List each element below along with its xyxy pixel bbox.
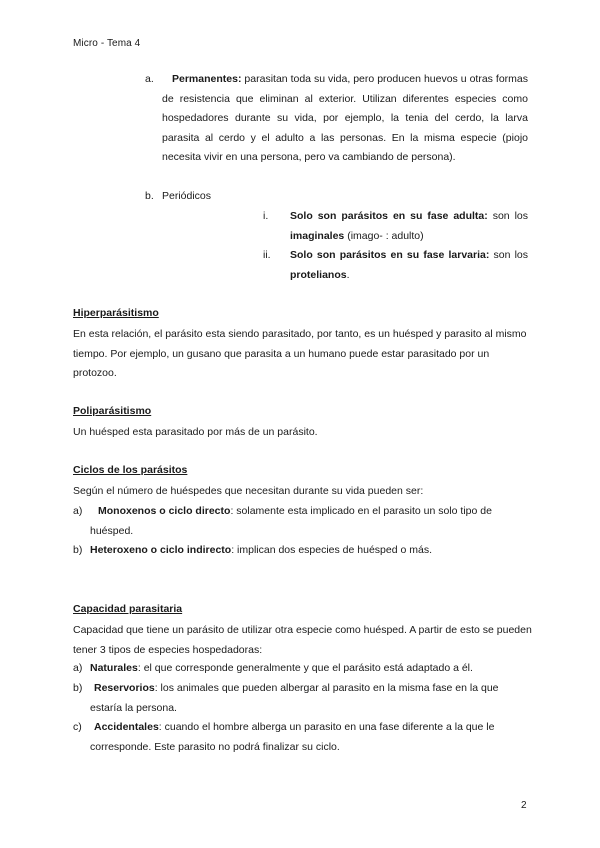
term-reservorios: Reservorios — [94, 682, 155, 694]
term-naturales: Naturales — [90, 662, 138, 674]
capacidad-intro: Capacidad que tiene un parásito de utilizar otra especie como huésped. A partir de esto se pueden tener 3 tipos de especies hospedadoras: — [73, 624, 532, 656]
heading-hiperparasitismo: Hiperparásitismo — [73, 307, 159, 319]
larvaria-text: son los — [489, 249, 528, 261]
permanentes-text: parasitan toda su vida, pero producen huevos u otras formas de resistencia que eliminan al exterior. Utilizan diferentes especies como hospedadores durante su vida, por ejemplo, la tenia del cerdo, la larva parasita al cerdo y el adulto a las personas. En la misma especie (piojo necesita vivir en una persona, pero va cambiando de persona). — [162, 73, 528, 163]
heteroxeno-text: : implican dos especies de huésped o más. — [231, 544, 432, 556]
term-imaginales: imaginales — [290, 229, 345, 242]
term-permanentes: Permanentes: — [172, 73, 242, 85]
capacidad-item-reservorios — [90, 679, 530, 718]
list-marker-a: a. — [145, 73, 154, 85]
page-header: Micro - Tema 4 — [73, 38, 141, 49]
list-item-permanentes — [162, 70, 528, 168]
term-protelianos: protelianos — [290, 268, 347, 281]
sublist-marker-i: i. — [263, 210, 269, 222]
sublist-item-larvaria — [290, 246, 528, 285]
poli-paragraph: Un huésped esta parasitado por más de un parásito. — [73, 426, 318, 438]
term-heteroxeno: Heteroxeno o ciclo indirecto — [90, 544, 232, 556]
sublist-item-adulta — [290, 207, 528, 246]
reservorios-text: : los animales que pueden albergar al parasito en la misma fase en la que estaría la persona. — [90, 682, 499, 714]
heading-ciclos: Ciclos de los parásitos — [73, 464, 188, 476]
monoxenos-text: : solamente esta implicado en el parasito un solo tipo de huésped. — [90, 505, 492, 537]
term-accidentales: Accidentales — [94, 721, 159, 733]
capacidad-item-accidentales — [90, 718, 530, 757]
ciclos-item-heteroxeno — [90, 541, 528, 561]
capacidad-item-naturales — [90, 659, 530, 679]
term-fase-larvaria: Solo son parásitos en su fase larvaria: — [290, 249, 490, 261]
accidentales-text: : cuando el hombre alberga un parasito en una fase diferente a la que le corresponde. Este parasito no podrá finalizar su ciclo. — [90, 721, 495, 753]
larvaria-text-2: . — [346, 268, 350, 281]
page-number: 2 — [521, 800, 527, 811]
term-fase-adulta: Solo son parásitos en su fase adulta: — [290, 210, 488, 222]
sublist-marker-ii: ii. — [263, 249, 271, 261]
heading-poliparasitismo: Poliparásitismo — [73, 405, 152, 417]
heading-capacidad: Capacidad parasitaria — [73, 603, 183, 615]
capacidad-marker-b: b) — [73, 682, 83, 694]
term-periodicos: Periódicos — [162, 190, 212, 202]
term-monoxenos: Monoxenos o ciclo directo — [98, 505, 231, 517]
ciclos-intro: Según el número de huéspedes que necesitan durante su vida pueden ser: — [73, 485, 424, 497]
hiper-paragraph: En esta relación, el parásito esta siendo parasitado, por tanto, es un huésped y parasito al mismo tiempo. Por ejemplo, un gusano que parasita a un humano puede estar parasitado por un protozoo. — [73, 328, 527, 379]
capacidad-marker-c: c) — [73, 721, 82, 733]
naturales-text: : el que corresponde generalmente y que el parásito está adaptado a él. — [137, 662, 473, 674]
ciclos-marker-a: a) — [73, 505, 83, 517]
adulta-text: son los — [487, 210, 529, 222]
ciclos-marker-b: b) — [73, 544, 83, 556]
adulta-text-2: (imago- : adulto) — [344, 229, 424, 242]
capacidad-marker-a: a) — [73, 662, 83, 674]
list-marker-b: b. — [145, 190, 154, 202]
ciclos-item-monoxenos — [90, 502, 528, 541]
